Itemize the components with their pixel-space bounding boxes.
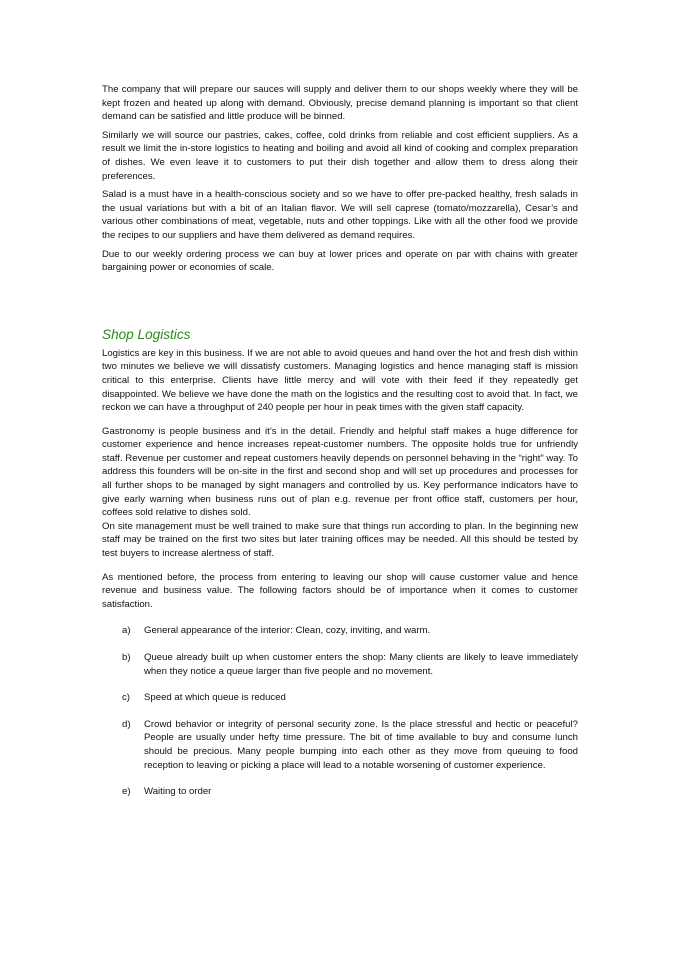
factor-list [102, 624, 578, 798]
list-marker: d) [122, 718, 131, 730]
list-item-text: Queue already built up when customer enters the shop: Many clients are likely to leave immediately when they notice a queue larger than five people and no movement. [144, 652, 578, 677]
list-item [122, 624, 578, 638]
list-item [122, 785, 578, 799]
section-heading: Shop Logistics [102, 326, 191, 342]
list-item-text: General appearance of the interior: Clean, cozy, inviting, and warm. [144, 625, 431, 637]
list-marker: b) [122, 652, 131, 663]
list-marker: a) [122, 625, 131, 637]
list-marker: e) [122, 786, 131, 798]
intro-paragraph-salad: Salad is a must have in a health-conscious society and so we have to offer pre-packed healthy, fresh salads in the usual variations but with a bit of an Italian flavor. We will sell caprese (tomato/mozzarella), Cesar’s and various other combinations of meat, vegetable, nuts and other toppings. Like with all the other food we provide the recipes to our suppliers and have them delivered as demand requires. [102, 189, 578, 241]
list-item-text: Waiting to order [144, 786, 212, 798]
logistics-paragraph: Logistics are key in this business. If we are not able to avoid queues and hand over the hot and fresh dish within two minutes we believe we will dissatisfy customers. Managing logistics and hence managing staff is mission critical to this enterprise. Clients have little mercy and will vote with their feed if they repeatedly get disappointed. We believe we have done the math on the logistics and the resulting cost to avoid that. In fact, we reckon we can have a throughput of 240 people per hour in peak times with the given staff capacity. [102, 347, 578, 414]
list-item-text: Crowd behavior or integrity of personal security zone. Is the place stressful and hectic or peaceful? People are usually under hefty time pressure. The bit of time available to buy and consume lunch should be precious. Many people bumping into each other as they move from queuing to food reception to leaving or picking a place will lead to a notable worsening of customer experience. [144, 718, 578, 771]
staff-paragraph: Gastronomy is people business and it’s in the detail. Friendly and helpful staff makes a huge difference for customer experience and hence increases repeat-customer numbers. The opposite holds true for unfriendly staff. Revenue per customer and repeat customers heavily depends on personnel behaving in the “right” way. To address this founders will be on-site in the first and second shop and will set up procedures and processes for all further shops to be managed by sight managers and controlled by us. Key performance indicators have to give early warning when business runs out of plan e.g. revenue per front office staff, customers per hour, coffees sold relative to dishes sold. [102, 425, 578, 519]
intro-paragraph-sauces: The company that will prepare our sauces will supply and deliver them to our shops weekly where they will be kept frozen and heated up along with demand. Obviously, precise demand planning is important so that client demand can be satisfied and little produce will be binned. [102, 84, 578, 123]
intro-paragraph-ordering: Due to our weekly ordering process we can buy at lower prices and operate on par with chains with greater bargaining power or economies of scale. [102, 248, 578, 274]
list-item [122, 691, 578, 705]
process-paragraph: As mentioned before, the process from entering to leaving our shop will cause customer value and hence revenue and business value. The following factors should be of importance when it comes to customer satisfaction. [102, 571, 578, 610]
list-marker: c) [122, 692, 130, 704]
list-item-text: Speed at which queue is reduced [144, 692, 286, 704]
management-paragraph: On site management must be well trained to make sure that things run according to plan. In the beginning new staff may be trained on the first two sites but later training offices may be needed. All this should be tested by test buyers to increase alertness of staff. [102, 520, 578, 560]
intro-paragraph-suppliers: Similarly we will source our pastries, cakes, coffee, cold drinks from reliable and cost efficient suppliers. As a result we limit the in-store logistics to heating and boiling and avoid all kind of cooking and complex preparation of dishes. We even leave it to customers to put their dish together and allow them to dress along their preferences. [102, 129, 578, 182]
list-item [122, 718, 578, 772]
list-item [122, 651, 578, 678]
